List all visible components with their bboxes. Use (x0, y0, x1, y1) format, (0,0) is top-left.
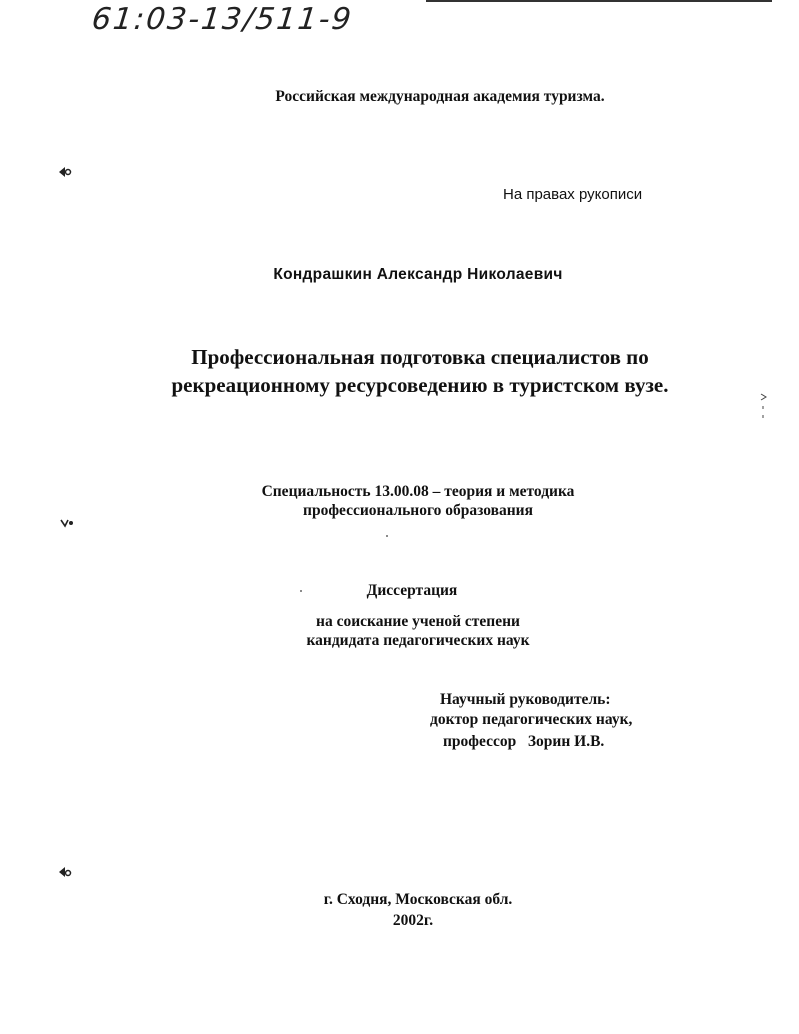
degree-line-2: кандидата педагогических наук (306, 632, 530, 649)
top-rule (426, 0, 772, 2)
institution-name: Российская международная академия туризма. (275, 88, 605, 105)
archive-code: 61:03-13/511-9 (90, 2, 355, 37)
specialty-line-2: профессионального образования (303, 502, 533, 519)
specialty-line-1: Специальность 13.00.08 – теория и методика (261, 483, 575, 500)
specialty (0, 482, 799, 520)
author-name: Кондрашкин Александр Николаевич (273, 266, 563, 283)
year: 2002г. (392, 912, 434, 929)
scan-speck (386, 535, 388, 537)
degree-line-1: на соискание ученой степени (316, 613, 520, 630)
scan-punch-mark-icon (58, 866, 72, 878)
title-line-1: Профессиональная подготовка специалистов по (191, 345, 649, 369)
title-line-2: рекреационному ресурсоведению в туристском вузе. (171, 373, 669, 397)
supervisor-label: Научный руководитель: (440, 691, 611, 708)
supervisor-name (443, 733, 604, 751)
dissertation-title (0, 343, 799, 399)
degree-statement (0, 612, 799, 650)
manuscript-note: На правах рукописи (503, 186, 643, 203)
scan-punch-mark-icon (58, 166, 72, 178)
place: г. Сходня, Московская обл. (323, 891, 513, 908)
supervisor-degree: доктор педагогических наук, (430, 711, 633, 728)
dissertation-label: Диссертация (366, 582, 458, 599)
supervisor-name-text: профессор Зорин И.В. (443, 733, 605, 750)
